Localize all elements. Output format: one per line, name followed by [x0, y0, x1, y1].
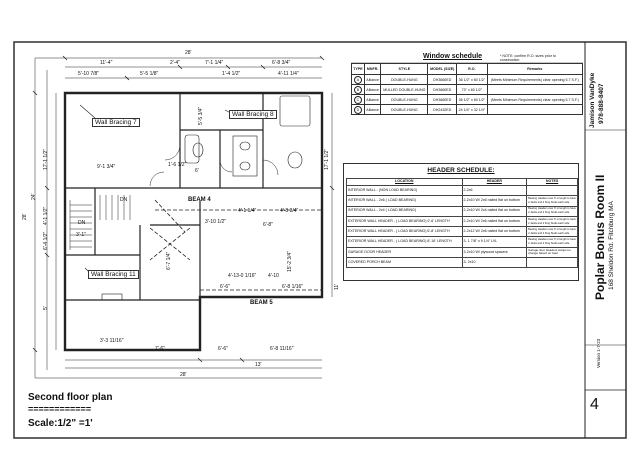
dim-inner-11: 6'-6" [220, 284, 230, 290]
window-schedule-table [351, 63, 583, 115]
dim-inner-4: 4'-1 1/4" [238, 208, 257, 214]
cell: COVERED PORCH BEAM [347, 258, 463, 268]
col-ro: R.O. [457, 64, 488, 75]
table-row [352, 95, 583, 105]
col-style: STYLE [381, 64, 428, 75]
cell: Bearing Headers over 6' in length to have 2 Jacks and 2 King Studs each side [527, 196, 578, 206]
dim-inner-12: 15'-2 3/4" [287, 250, 293, 272]
window-schedule-note: * NOTE: confirm R.O. sizes prior to construction [500, 54, 556, 62]
window-schedule-title: Window schedule [423, 53, 483, 60]
plan-title: Second floor plan [28, 392, 113, 403]
cell: 2-2x10 W/ 2x6 nailed flat on bottom [462, 196, 527, 206]
cell: 36 1/2" x 60 1/2" [457, 75, 488, 85]
cell: INTERIOR WALL - (NON LOAD BEARING) [347, 186, 463, 196]
dim-inner-13: 6'-8" [263, 222, 273, 228]
label-wall-bracing-7: Wall Bracing 7 [92, 118, 140, 127]
type-marker: A [354, 76, 362, 84]
dim-top-5: 5'-5 1/8" [140, 71, 159, 77]
cell [487, 85, 582, 95]
dim-bottom-2: 6'-6" [218, 346, 228, 352]
dim-right-1: 11' [334, 283, 340, 290]
label-stair-down-1: DN [78, 220, 86, 226]
dim-left-2: 28' [22, 213, 28, 220]
cell: GARAGE DOOR HEADER [347, 247, 463, 257]
cell: 24 1/4" x 32 1/4" [457, 105, 488, 115]
table-row [347, 227, 578, 237]
table-row [347, 216, 578, 226]
cell: MULLED DOUBLE-HUNG [381, 85, 428, 95]
dim-inner-7: 6'-7 1/4" [166, 251, 172, 270]
label-stair-down-2: DN [120, 197, 128, 203]
cell: 3-2x10 W/ plywood spacers [462, 247, 527, 257]
dim-inner-8: 4'-13-0 1/16" [228, 273, 257, 279]
col-mnfr: MNFR. [364, 64, 380, 75]
dim-left-6: 3'-1" [76, 232, 86, 238]
label-wall-bracing-11: Wall Bracing 11 [88, 270, 139, 279]
dim-top-1: 2'-4" [170, 60, 180, 66]
dim-inner-9: 4'-10 [268, 273, 279, 279]
col-model: MODEL (SIZE) [428, 64, 457, 75]
cell: DOUBLE-HUNG [381, 105, 428, 115]
cell: EXTERIOR WALL HEADER - ( LOAD BEARING) 0'-6' LENGTH [347, 216, 463, 226]
cell: Bearing Headers over 6' in length to have 2 Jacks and 2 King Studs each side [527, 237, 578, 247]
table-row [347, 186, 578, 196]
cell: Alliance [364, 85, 380, 95]
cell [527, 258, 578, 268]
dim-inner-6: 3'-10 1/2" [205, 219, 227, 225]
dim-top-8: 28' [185, 50, 192, 56]
dim-bottom-3: 6'-8 11/16" [270, 346, 294, 352]
cell: DOUBLE-HUNG [381, 75, 428, 85]
cell: INTERIOR WALL - 2x6 ( LOAD BEARING) [347, 196, 463, 206]
table-row [352, 85, 583, 95]
table-row [352, 75, 583, 85]
cell: EXTERIOR WALL HEADER - ( LOAD BEARING) 6'-8' LENGTH [347, 227, 463, 237]
cell: DH3660ED [428, 95, 457, 105]
cell: 3- 1 7/8" x 9 1/4" LVL [462, 237, 527, 247]
cell: Alliance [364, 105, 380, 115]
cell: Garage door Headers subject to change based on load [527, 247, 578, 257]
page-number: 4 [590, 396, 599, 413]
cell: Alliance [364, 75, 380, 85]
type-marker: C [354, 96, 362, 104]
dim-bottom-5: 28' [180, 372, 187, 378]
type-marker: D [354, 106, 362, 114]
dim-inner-5: 4'-8 3/4" [280, 208, 299, 214]
table-row [347, 196, 578, 206]
cell: 2-2x10 W/ 2x4 nailed flat on bottom [462, 206, 527, 216]
table-row [347, 206, 578, 216]
dim-top-7: 4'-11 1/4" [278, 71, 299, 77]
table-row [347, 258, 578, 268]
cell [527, 186, 578, 196]
dim-top-6: 1'-4 1/2" [222, 71, 241, 77]
dim-left-3: 6'-4 1/2" [43, 231, 49, 250]
project-title: Poplar Bonus Room II [593, 174, 607, 300]
cell: INTERIOR WALL - 2x4 ( LOAD BEARING) [347, 206, 463, 216]
cell: Bearing Headers over 6' in length to have 2 Jacks and 2 King Studs each side [527, 216, 578, 226]
cell: 2-2x10 W/ 2x6 nailed flat on bottom [462, 216, 527, 226]
dim-inner-0: 9'-1 3/4" [97, 164, 116, 170]
designer-phone: 978-888-8407 [598, 83, 605, 124]
cell: 36 1/2" x 60 1/2" [457, 95, 488, 105]
cell: (Meets Minimum Requirements) clear opening 5.7 S.F.) [487, 95, 582, 105]
table-header-row [347, 179, 578, 186]
cell: DH2432ED [428, 105, 457, 115]
dim-left-4: 4'-1 1/2" [43, 206, 49, 225]
table-row [352, 105, 583, 115]
dim-left-5: 5' [43, 306, 49, 310]
dim-left-0: 17'-1 1/2" [43, 148, 49, 170]
col-type: TYPE [352, 64, 365, 75]
cell: DOUBLE-HUNG [381, 95, 428, 105]
dim-bottom-1: 7'-6" [155, 346, 165, 352]
cell: 73" x 60 1/2" [457, 85, 488, 95]
col-notes: NOTES [527, 179, 578, 186]
cell: Bearing Headers over 6' in length to have 2 Jacks and 2 King Studs each side [527, 227, 578, 237]
dim-bottom-0: 3'-3 11/16" [100, 338, 124, 344]
col-location: LOCATION [347, 179, 463, 186]
dim-inner-2: 6' [195, 168, 199, 174]
dim-bottom-4: 13' [255, 362, 262, 368]
cell: 2-2x12 W/ 2x6 nailed flat on bottom [462, 227, 527, 237]
col-remarks: Remarks [487, 64, 582, 75]
dim-top-0: 11'-4" [100, 60, 113, 66]
col-header: HEADER [462, 179, 527, 186]
dim-inner-3: 5'-5 3/4" [198, 106, 204, 125]
header-schedule-title: HEADER SCHEDULE: [427, 167, 495, 174]
cell: 2-2x6 [462, 186, 527, 196]
cell: (Meets Minimum Requirements) clear opening 5.7 S.F.) [487, 75, 582, 85]
dim-inner-10: 6'-8 1/16" [282, 284, 304, 290]
table-row [347, 237, 578, 247]
dim-right-0: 17'-1 1/2" [324, 148, 330, 170]
table-header-row [352, 64, 583, 75]
dim-left-1: 24' [31, 193, 37, 200]
plan-scale: Scale:1/2" =1' [28, 418, 93, 429]
type-marker: B [354, 86, 362, 94]
cell: 3- 2x10 [462, 258, 527, 268]
dim-top-2: 7'-1 1/4" [205, 60, 224, 66]
cell: DH3660ED [428, 85, 457, 95]
label-beam-4: BEAM 4 [188, 197, 211, 203]
dim-inner-1: 1'-6 1/2" [168, 162, 187, 168]
designer-name: Jamison VanDyke [589, 72, 596, 128]
cell: Bearing Headers over 6' in length to have 2 Jacks and 2 King Studs each side [527, 206, 578, 216]
cell: DH3660ED [428, 75, 457, 85]
header-schedule-table [346, 178, 578, 268]
dim-top-4: 5'-10 7/8" [78, 71, 100, 77]
version-label: Version 1-7-23 [596, 338, 601, 368]
dim-top-3: 6'-8 3/4" [272, 60, 291, 66]
table-row [347, 247, 578, 257]
cell: Alliance [364, 95, 380, 105]
cell [487, 105, 582, 115]
header-schedule [343, 163, 579, 281]
cell: EXTERIOR WALL HEADER - ( LOAD BEARING) 8'-16' LENGTH [347, 237, 463, 247]
label-beam-5: BEAM 5 [250, 300, 273, 306]
plan-title-underline: ============ [28, 404, 92, 414]
label-wall-bracing-8: Wall Bracing 8 [229, 110, 277, 119]
project-address: 168 Sheldon Rd. Fitchburg MA [608, 201, 615, 290]
